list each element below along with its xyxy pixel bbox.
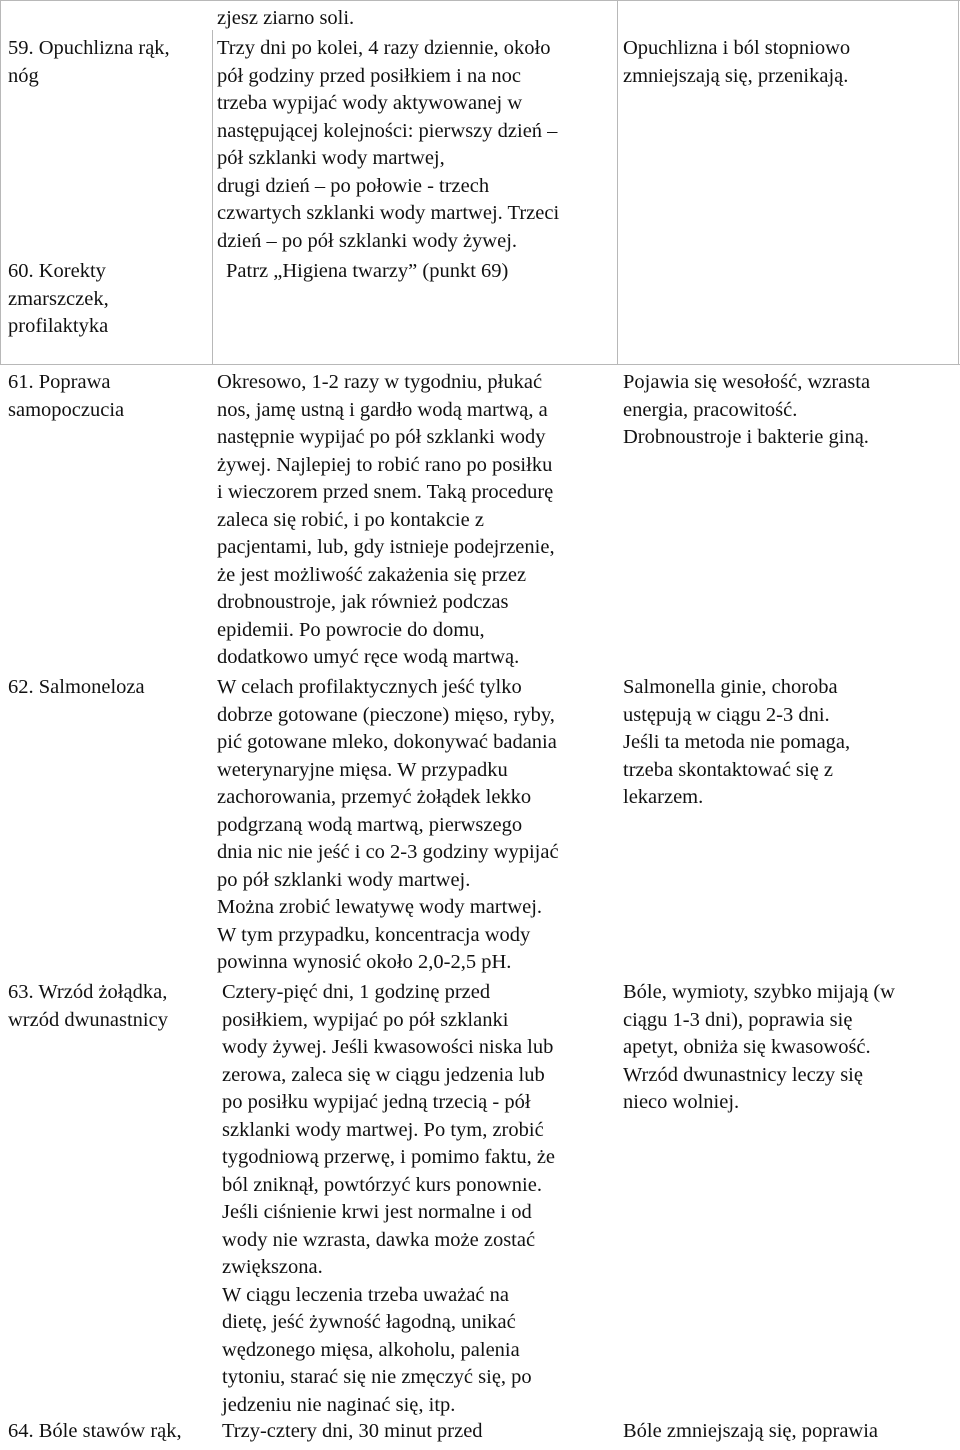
row-61-method: Okresowo, 1-2 razy w tygodniu, płukać nos, jamę ustną i gardło wodą martwą, a następnie wypijać po pół szklanki wody żywej. Najlepiej to robić rano po posiłku i wieczorem przed snem. Taką procedurę zaleca się robić, i po kontakcie z pacjentami, lub, gdy istnieje podejrzenie, że jest możliwość zakażenia się przez drobnoustroje, jak również podczas epidemii. Po powrocie do domu, dodatkowo umyć ręce wodą martwą.	[217, 371, 555, 668]
row-64-result: Bóle zmniejszają się, poprawia	[623, 1420, 879, 1442]
row-divider	[0, 364, 960, 365]
row-62-result: Salmonella ginie, choroba ustępują w ciągu 2-3 dni. Jeśli ta metoda nie pomaga, trzeba skontaktować się z lekarzem.	[623, 676, 851, 808]
row-60-method: Patrz „Higiena twarzy” (punkt 69)	[226, 260, 509, 282]
row-64-method: Trzy-cztery dni, 30 minut przed	[222, 1420, 483, 1442]
row-60-label: 60. Korekty zmarszczek, profilaktyka	[8, 260, 109, 337]
row-top-method: zjesz ziarno soli.	[217, 7, 355, 29]
row-61-result: Pojawia się wesołość, wzrasta energia, pracowitość. Drobnoustroje i bakterie giną.	[623, 371, 871, 448]
row-62-label: 62. Salmoneloza	[8, 676, 145, 698]
row-59-result: Opuchlizna i ból stopniowo zmniejszają się, przenikają.	[623, 37, 851, 87]
table-left-border	[0, 0, 1, 365]
row-61-label: 61. Poprawa samopoczucia	[8, 371, 125, 421]
row-63-result: Bóle, wymioty, szybko mijają (w ciągu 1-3 dni), poprawia się apetyt, obniża się kwasowość. Wrzód dwunastnicy leczy się nieco wolniej.	[623, 981, 895, 1113]
row-63-method: Cztery-pięć dni, 1 godzinę przed posiłkiem, wypijać po pół szklanki wody żywej. Jeśli kwasowości niska lub zerowa, zaleca się w ciągu jedzenia lub po posiłku wypijać jedną trzecią - pół szklanki wody martwej. Po tym, zrobić tygodniową przerwę, i pomimo faktu, że ból zniknął, powtórzyć kurs ponownie. Jeśli ciśnienie krwi jest normalne i od wody nie wzrasta, dawka może zostać zwiększona. W ciągu leczenia trzeba uważać na dietę, jeść żywność łagodną, unikać wędzonego mięsa, alkoholu, palenia tytoniu, starać się nie zmęczyć się, po jedzeniu nie naginać się, itp.	[222, 981, 556, 1416]
row-59-label: 59. Opuchlizna rąk, nóg	[8, 37, 170, 87]
row-62-method: W celach profilaktycznych jeść tylko dobrze gotowane (pieczone) mięso, ryby, pić gotowane mleko, dokonywać badania weterynaryjne mięsa. W przypadku zachorowania, przemyć żołądek lekko podgrzaną wodą martwą, pierwszego dnia nic nie jeść i co 2-3 godziny wypijać po pół szklanki wody martwej. Można zrobić lewatywę wody martwej. W tym przypadku, koncentracja wody powinna wynosić około 2,0-2,5 pH.	[217, 676, 559, 973]
row-64-label: 64. Bóle stawów rąk,	[8, 1420, 182, 1442]
column-divider-2	[617, 0, 618, 365]
column-divider-1	[212, 30, 213, 365]
row-63-label: 63. Wrzód żołądka, wrzód dwunastnicy	[8, 981, 168, 1031]
table-top-border	[0, 0, 960, 1]
row-59-method: Trzy dni po kolei, 4 razy dziennie, około pół godziny przed posiłkiem i na noc trzeba wypijać wody aktywowanej w następującej kolejności: pierwszy dzień – pół szklanki wody martwej, drugi dzień – po połowie - trzech czwartych szklanki wody martwej. Trzeci dzień – po pół szklanki wody żywej.	[217, 37, 560, 252]
table-right-border	[958, 0, 959, 365]
